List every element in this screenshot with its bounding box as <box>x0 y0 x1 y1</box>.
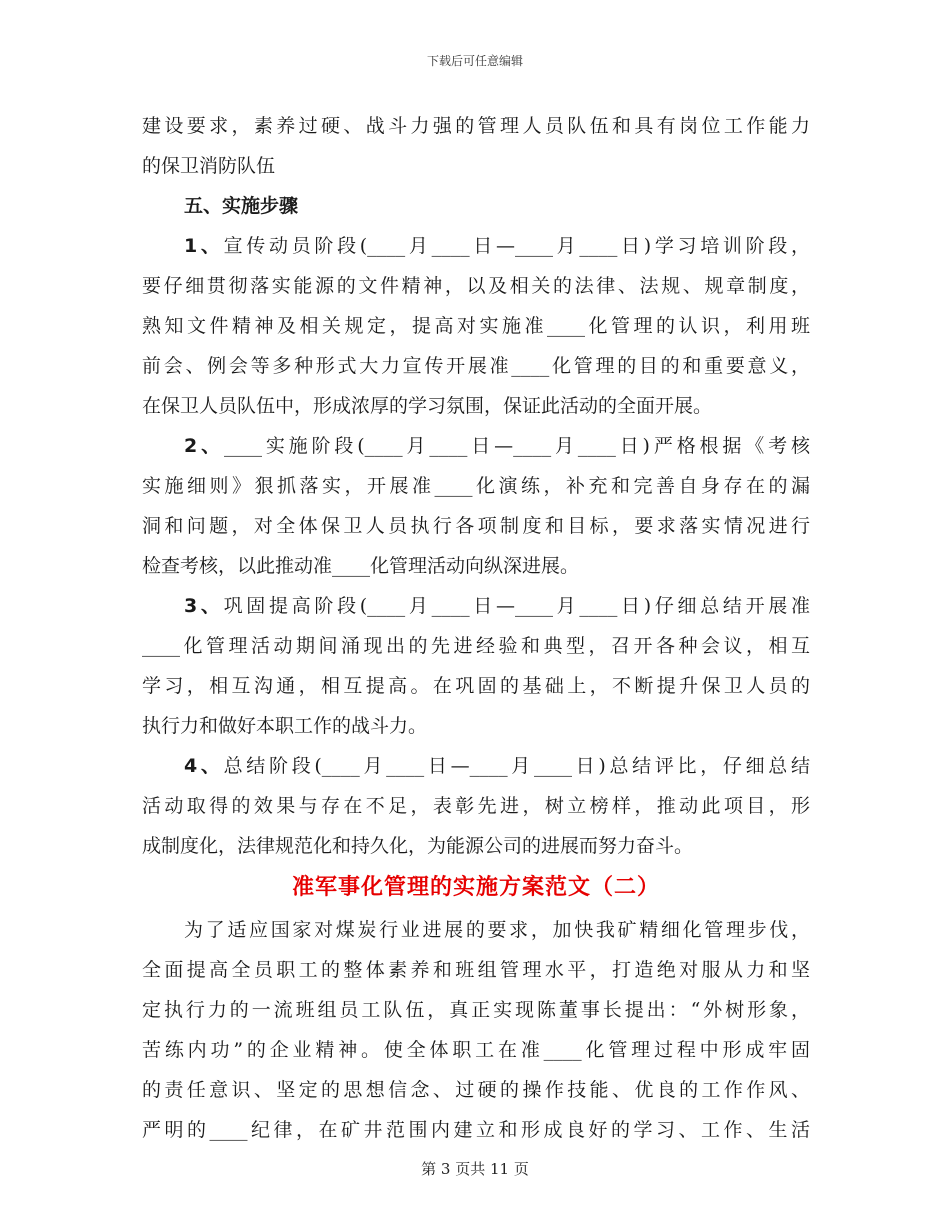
body-line: 建设要求，素养过硬、战斗力强的管理人员队伍和具有岗位工作能力 <box>142 115 810 137</box>
body-line: 严明的____纪律，在矿井范围内建立和形成良好的学习、工作、生活 <box>142 1119 810 1141</box>
step-number: 2、 <box>184 435 224 457</box>
body-line: 检查考核，以此推动准____化管理活动向纵深进展。 <box>142 555 580 577</box>
step-line <box>142 226 810 266</box>
body-line: 为了适应国家对煤炭行业进展的要求，加快我矿精细化管理步伐， <box>184 919 810 941</box>
page-footer: 第 3 页共 11 页 <box>421 1160 529 1178</box>
page-header: 下载后可任意编辑 <box>426 54 523 68</box>
step-text: 巩固提高阶段(____月____日—____月____日)仔细总结开展准 <box>223 595 810 617</box>
step-number: 3、 <box>184 595 224 617</box>
body-line: 全面提高全员职工的整体素养和班组管理水平，打造绝对服从力和坚 <box>142 959 810 981</box>
body-line: 苦练内功”的企业精神。使全体职工在准____化管理过程中形成牢固 <box>142 1039 810 1061</box>
body-line: 活动取得的效果与存在不足，表彰先进，树立榜样，推动此项目，形 <box>142 795 810 817</box>
section-heading: 五、实施步骤 <box>184 195 299 217</box>
section-title: 准军事化管理的实施方案范文（二） <box>291 875 660 900</box>
body-line: 要仔细贯彻落实能源的文件精神，以及相关的法律、法规、规章制度， <box>142 275 810 297</box>
body-line: 定执行力的一流班组员工队伍，真正实现陈董事长提出：“外树形象， <box>142 999 810 1021</box>
body-line: 熟知文件精神及相关规定，提高对实施准____化管理的认识，利用班 <box>142 315 810 337</box>
body-line: ____化管理活动期间涌现出的先进经验和典型，召开各种会议，相互 <box>142 635 810 657</box>
step-line <box>142 586 810 626</box>
step-line <box>142 426 810 466</box>
document-body <box>142 106 810 1150</box>
body-line: 前会、例会等多种形式大力宣传开展准____化管理的目的和重要意义， <box>142 355 810 377</box>
body-line: 在保卫人员队伍中，形成浓厚的学习氛围，保证此活动的全面开展。 <box>142 395 713 417</box>
body-line: 的保卫消防队伍 <box>142 155 276 177</box>
body-line: 洞和问题，对全体保卫人员执行各项制度和目标，要求落实情况进行 <box>142 515 810 537</box>
step-text: ____实施阶段(____月____日—____月____日)严格根据《考核 <box>223 435 810 457</box>
step-text: 总结阶段(____月____日—____月____日)总结评比，仔细总结 <box>223 755 810 777</box>
step-number: 4、 <box>184 755 224 777</box>
body-line: 执行力和做好本职工作的战斗力。 <box>142 715 428 737</box>
body-line: 学习，相互沟通，相互提高。在巩固的基础上，不断提升保卫人员的 <box>142 675 810 697</box>
step-line <box>142 746 810 786</box>
step-number: 1、 <box>184 235 224 257</box>
body-line: 成制度化，法律规范化和持久化，为能源公司的进展而努力奋斗。 <box>142 835 694 857</box>
body-line: 的责任意识、坚定的思想信念、过硬的操作技能、优良的工作作风、 <box>142 1079 810 1101</box>
body-line: 实施细则》狠抓落实，开展准____化演练，补充和完善自身存在的漏 <box>142 475 810 497</box>
step-text: 宣传动员阶段(____月____日—____月____日)学习培训阶段， <box>223 235 810 257</box>
